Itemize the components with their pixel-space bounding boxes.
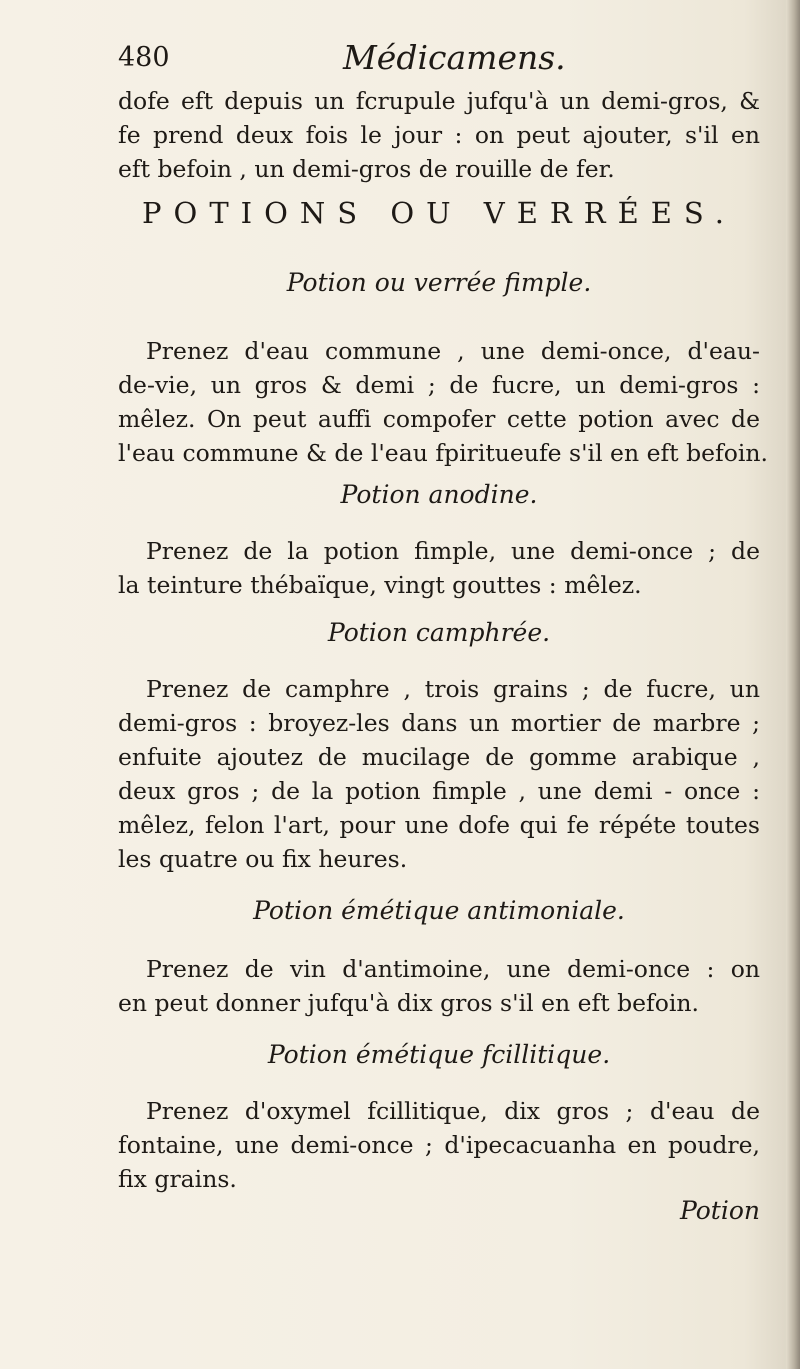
text-line: demi-gros : broyez-les dans un mortier de marbre ; xyxy=(118,709,760,737)
text-line: deux gros ; de la potion fimple , une demi - once : xyxy=(118,777,760,805)
text-line: l'eau commune & de l'eau fpiritueufe s'il en eft befoin. xyxy=(118,439,769,467)
text-line: eft befoin , un demi-gros de rouille de fer. xyxy=(118,155,615,183)
recipe-title: Potion anodine. xyxy=(340,480,538,509)
text-line: enfuite ajoutez de mucilage de gomme arabique , xyxy=(118,743,760,771)
running-head: Médicamens. xyxy=(343,38,566,77)
text-line: de-vie, un gros & demi ; de fucre, un demi-gros : xyxy=(118,371,760,399)
recipe-title: Potion émétique fcillitique. xyxy=(267,1040,611,1069)
text-line: les quatre ou fix heures. xyxy=(118,845,408,873)
text-line: mêlez, felon l'art, pour une dofe qui fe répéte toutes xyxy=(118,811,760,839)
text-line: fix grains. xyxy=(118,1165,237,1193)
page-number: 480 xyxy=(118,42,170,73)
text-line: Prenez d'eau commune , une demi-once, d'eau- xyxy=(146,337,760,365)
section-title: POTIONS OU VERRÉES. xyxy=(142,196,736,230)
catchword: Potion xyxy=(679,1196,760,1225)
text-line: en peut donner jufqu'à dix gros s'il en eft befoin. xyxy=(118,989,700,1017)
recipe-title: Potion ou verrée fimple. xyxy=(286,268,592,297)
text-line: la teinture thébaïque, vingt gouttes : mêlez. xyxy=(118,571,642,599)
text-line: Prenez d'oxymel fcillitique, dix gros ; d'eau de xyxy=(146,1097,760,1125)
page-edge-shadow xyxy=(786,0,800,1369)
text-line: mêlez. On peut auffi compofer cette potion avec de xyxy=(118,405,760,433)
text-line: dofe eft depuis un fcrupule jufqu'à un demi-gros, & xyxy=(118,87,760,115)
recipe-title: Potion camphrée. xyxy=(327,618,551,647)
text-line: Prenez de la potion fimple, une demi-once ; de xyxy=(146,537,760,565)
recipe-title: Potion émétique antimoniale. xyxy=(253,896,625,925)
text-line: fontaine, une demi-once ; d'ipecacuanha en poudre, xyxy=(118,1131,760,1159)
text-line: fe prend deux fois le jour : on peut ajouter, s'il en xyxy=(118,121,760,149)
text-line: Prenez de camphre , trois grains ; de fucre, un xyxy=(146,675,760,703)
text-line: Prenez de vin d'antimoine, une demi-once : on xyxy=(146,955,760,983)
